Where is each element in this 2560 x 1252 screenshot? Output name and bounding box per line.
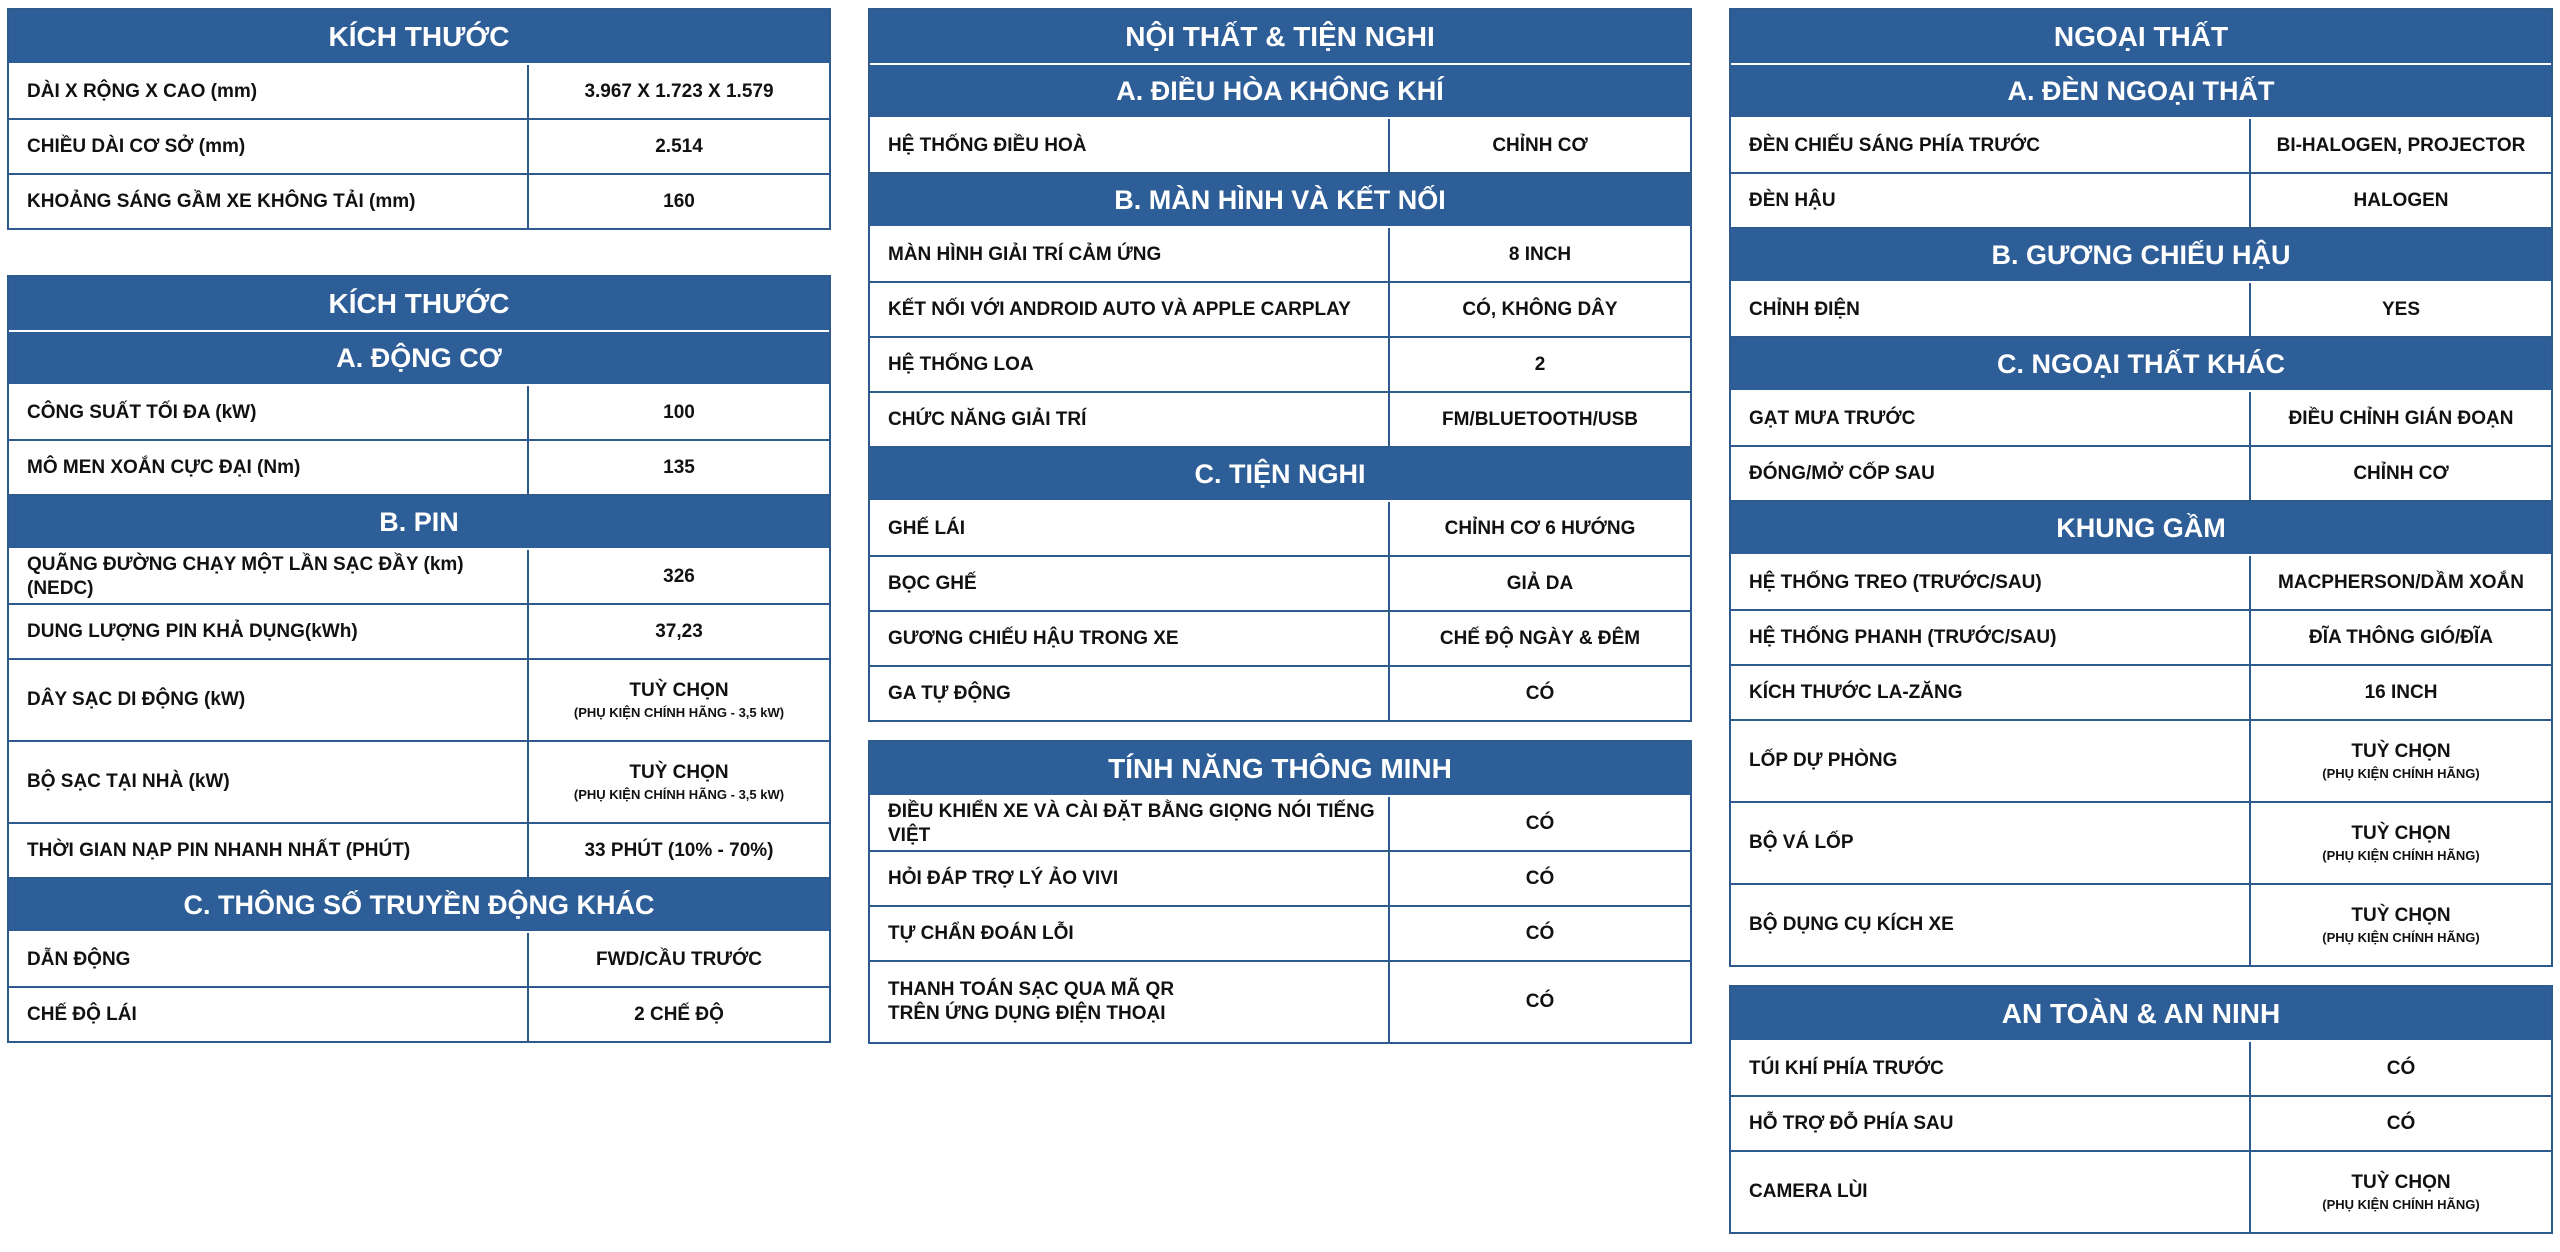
spec-value: CHẾ ĐỘ NGÀY & ĐÊM bbox=[1439, 627, 1641, 649]
spec-row bbox=[870, 283, 1690, 338]
spec-value-cell bbox=[2251, 1097, 2551, 1150]
spec-label: HỆ THỐNG PHANH (TRƯỚC/SAU) bbox=[1731, 611, 2251, 664]
spec-row bbox=[870, 338, 1690, 393]
spec-value: CHỈNH CƠ bbox=[1492, 134, 1588, 156]
spec-value: 2 CHẾ ĐỘ bbox=[634, 1003, 724, 1025]
spec-row bbox=[1731, 392, 2551, 447]
spec-value: TUỲ CHỌN bbox=[629, 680, 729, 701]
spec-label: HỆ THỐNG ĐIỀU HOÀ bbox=[870, 119, 1390, 172]
section-rows bbox=[9, 550, 829, 879]
spec-label: CHỈNH ĐIỆN bbox=[1731, 283, 2251, 336]
spec-value: CÓ bbox=[2386, 1112, 2416, 1134]
spec-row bbox=[9, 742, 829, 824]
spec-value-cell bbox=[1390, 393, 1690, 446]
section-rows bbox=[870, 119, 1690, 174]
spec-value-cell bbox=[529, 933, 829, 986]
spec-label: BỘ VÁ LỐP bbox=[1731, 803, 2251, 883]
spec-row bbox=[9, 550, 829, 605]
spec-label: DẪN ĐỘNG bbox=[9, 933, 529, 986]
spec-value-cell bbox=[1390, 119, 1690, 172]
spec-value-cell bbox=[529, 65, 829, 118]
spec-row bbox=[1731, 611, 2551, 666]
spec-value-cell bbox=[2251, 1042, 2551, 1095]
spec-value-cell bbox=[2251, 283, 2551, 336]
spec-label: GẠT MƯA TRƯỚC bbox=[1731, 392, 2251, 445]
spec-value-cell bbox=[1390, 283, 1690, 336]
spec-value: TUỲ CHỌN bbox=[2351, 905, 2451, 926]
spec-row bbox=[870, 962, 1690, 1042]
section-subtitle: KHUNG GẦM bbox=[1731, 502, 2551, 556]
spec-value: TUỲ CHỌN bbox=[2351, 823, 2451, 844]
column-exterior-safety bbox=[1729, 8, 2553, 1252]
spec-label: DÂY SẠC DI ĐỘNG (kW) bbox=[9, 660, 529, 740]
spec-label: HỆ THỐNG TREO (TRƯỚC/SAU) bbox=[1731, 556, 2251, 609]
spec-row bbox=[1731, 283, 2551, 336]
section-rows bbox=[1731, 392, 2551, 502]
spec-value-cell bbox=[529, 605, 829, 658]
spec-label: BỘ DỤNG CỤ KÍCH XE bbox=[1731, 885, 2251, 965]
table-title: AN TOÀN & AN NINH bbox=[1731, 987, 2551, 1042]
spec-label: BỌC GHẾ bbox=[870, 557, 1390, 610]
spec-value: 135 bbox=[663, 456, 695, 478]
spec-label: ĐIỀU KHIỂN XE VÀ CÀI ĐẶT BẰNG GIỌNG NÓI TIẾNG VIỆT bbox=[870, 797, 1390, 850]
spec-value-cell bbox=[529, 175, 829, 228]
spec-row bbox=[9, 824, 829, 877]
spec-note: (PHỤ KIỆN CHÍNH HÃNG - 3,5 kW) bbox=[573, 787, 785, 802]
spec-row bbox=[870, 797, 1690, 852]
spec-table bbox=[7, 8, 831, 230]
spec-label: LỐP DỰ PHÒNG bbox=[1731, 721, 2251, 801]
spec-row bbox=[1731, 803, 2551, 885]
spec-row bbox=[870, 852, 1690, 907]
spec-label: KÍCH THƯỚC LA-ZĂNG bbox=[1731, 666, 2251, 719]
section-rows bbox=[9, 933, 829, 1041]
section-subtitle: C. TIỆN NGHI bbox=[870, 448, 1690, 502]
spec-row bbox=[1731, 447, 2551, 500]
spec-row bbox=[1731, 174, 2551, 227]
spec-value-cell bbox=[529, 120, 829, 173]
spec-value-cell bbox=[1390, 557, 1690, 610]
spec-row bbox=[1731, 1152, 2551, 1232]
spec-value-cell bbox=[1390, 338, 1690, 391]
spec-label: CHẾ ĐỘ LÁI bbox=[9, 988, 529, 1041]
section-rows bbox=[1731, 1042, 2551, 1232]
section-rows bbox=[9, 65, 829, 228]
spec-value: 8 INCH bbox=[1508, 243, 1572, 265]
spec-value-cell bbox=[1390, 667, 1690, 720]
spec-row bbox=[9, 933, 829, 988]
table-title: TÍNH NĂNG THÔNG MINH bbox=[870, 742, 1690, 797]
spec-label: QUÃNG ĐƯỜNG CHẠY MỘT LẦN SẠC ĐẦY (km) (NEDC) bbox=[9, 550, 529, 603]
spec-value-cell bbox=[2251, 174, 2551, 227]
spec-row bbox=[1731, 1042, 2551, 1097]
spec-value: TUỲ CHỌN bbox=[2351, 1172, 2451, 1193]
section-rows bbox=[870, 502, 1690, 720]
spec-value-cell bbox=[529, 660, 829, 740]
section-subtitle: B. GƯƠNG CHIẾU HẬU bbox=[1731, 229, 2551, 283]
spec-row bbox=[1731, 119, 2551, 174]
spec-value-cell bbox=[2251, 721, 2551, 801]
spec-row bbox=[870, 612, 1690, 667]
spec-value-cell bbox=[2251, 611, 2551, 664]
spec-row bbox=[870, 393, 1690, 446]
spec-row bbox=[870, 667, 1690, 720]
section-rows bbox=[1731, 283, 2551, 338]
section-subtitle: A. ĐIỀU HÒA KHÔNG KHÍ bbox=[870, 65, 1690, 119]
spec-table bbox=[7, 275, 831, 1043]
spec-label: DUNG LƯỢNG PIN KHẢ DỤNG(kWh) bbox=[9, 605, 529, 658]
spec-row bbox=[870, 228, 1690, 283]
section-subtitle: A. ĐỘNG CƠ bbox=[9, 332, 829, 386]
spec-value: 37,23 bbox=[655, 620, 703, 642]
spec-value: CÓ bbox=[1525, 991, 1555, 1012]
spec-value-cell bbox=[2251, 666, 2551, 719]
spec-label: MÔ MEN XOẮN CỰC ĐẠI (Nm) bbox=[9, 441, 529, 494]
spec-label: CÔNG SUẤT TỐI ĐA (kW) bbox=[9, 386, 529, 439]
spec-value: 16 INCH bbox=[2364, 681, 2438, 703]
spec-note: (PHỤ KIỆN CHÍNH HÃNG) bbox=[2322, 1197, 2480, 1212]
table-title: NGOẠI THẤT bbox=[1731, 10, 2551, 65]
spec-value-cell bbox=[1390, 907, 1690, 960]
spec-label: GA TỰ ĐỘNG bbox=[870, 667, 1390, 720]
spec-value: HALOGEN bbox=[2353, 189, 2449, 211]
spec-label: CHỨC NĂNG GIẢI TRÍ bbox=[870, 393, 1390, 446]
spec-label: CHIỀU DÀI CƠ SỞ (mm) bbox=[9, 120, 529, 173]
spec-value: 2.514 bbox=[655, 135, 703, 157]
spec-row bbox=[9, 175, 829, 228]
section-rows bbox=[870, 228, 1690, 448]
spec-label: ĐÈN CHIẾU SÁNG PHÍA TRƯỚC bbox=[1731, 119, 2251, 172]
spec-value: CÓ bbox=[2386, 1057, 2416, 1079]
spec-value: CÓ bbox=[1525, 812, 1555, 834]
spec-value-cell bbox=[1390, 228, 1690, 281]
spec-value-cell bbox=[2251, 885, 2551, 965]
spec-value-cell bbox=[529, 742, 829, 822]
spec-note: (PHỤ KIỆN CHÍNH HÃNG) bbox=[2322, 930, 2480, 945]
spec-value: 160 bbox=[663, 190, 695, 212]
spec-label: THỜI GIAN NẠP PIN NHANH NHẤT (PHÚT) bbox=[9, 824, 529, 877]
spec-label: MÀN HÌNH GIẢI TRÍ CẢM ỨNG bbox=[870, 228, 1390, 281]
spec-value: FWD/CẦU TRƯỚC bbox=[596, 948, 762, 970]
spec-label: CAMERA LÙI bbox=[1731, 1152, 2251, 1232]
spec-label: KẾT NỐI VỚI ANDROID AUTO VÀ APPLE CARPLAY bbox=[870, 283, 1390, 336]
spec-value: 33 PHÚT (10% - 70%) bbox=[584, 839, 774, 861]
spec-value: FM/BLUETOOTH/USB bbox=[1442, 408, 1638, 430]
spec-value: 100 bbox=[663, 401, 695, 423]
section-subtitle: C. NGOẠI THẤT KHÁC bbox=[1731, 338, 2551, 392]
spec-row bbox=[9, 441, 829, 494]
spec-label: GƯƠNG CHIẾU HẬU TRONG XE bbox=[870, 612, 1390, 665]
spec-note: (PHỤ KIỆN CHÍNH HÃNG) bbox=[2322, 766, 2480, 781]
spec-value-cell bbox=[529, 550, 829, 603]
spec-value: GIẢ DA bbox=[1506, 572, 1574, 594]
section-rows bbox=[9, 386, 829, 496]
spec-value-cell bbox=[1390, 797, 1690, 850]
spec-label: KHOẢNG SÁNG GẦM XE KHÔNG TẢI (mm) bbox=[9, 175, 529, 228]
spec-label: HỎI ĐÁP TRỢ LÝ ẢO VIVI bbox=[870, 852, 1390, 905]
spec-value-cell bbox=[1390, 502, 1690, 555]
section-subtitle: B. MÀN HÌNH VÀ KẾT NỐI bbox=[870, 174, 1690, 228]
spec-row bbox=[870, 907, 1690, 962]
section-rows bbox=[870, 797, 1690, 1042]
spec-value-cell bbox=[529, 386, 829, 439]
spec-label: ĐÓNG/MỞ CỐP SAU bbox=[1731, 447, 2251, 500]
spec-value: CÓ bbox=[1525, 682, 1555, 704]
spec-value-cell bbox=[529, 441, 829, 494]
spec-value-cell bbox=[2251, 447, 2551, 500]
spec-label: BỘ SẠC TẠI NHÀ (kW) bbox=[9, 742, 529, 822]
spec-value: TUỲ CHỌN bbox=[2351, 741, 2451, 762]
spec-label: THANH TOÁN SẠC QUA MÃ QR TRÊN ỨNG DỤNG ĐIỆN THOẠI bbox=[870, 962, 1390, 1042]
spec-value-cell bbox=[2251, 1152, 2551, 1232]
spec-note: (PHỤ KIỆN CHÍNH HÃNG) bbox=[2322, 848, 2480, 863]
spec-label: HỆ THỐNG LOA bbox=[870, 338, 1390, 391]
spec-value-cell bbox=[2251, 556, 2551, 609]
spec-table bbox=[868, 8, 1692, 722]
spec-value: 3.967 X 1.723 X 1.579 bbox=[584, 80, 774, 102]
spec-row bbox=[1731, 885, 2551, 965]
spec-row bbox=[9, 120, 829, 175]
spec-row bbox=[1731, 1097, 2551, 1152]
section-subtitle: C. THÔNG SỐ TRUYỀN ĐỘNG KHÁC bbox=[9, 879, 829, 933]
section-subtitle: B. PIN bbox=[9, 496, 829, 550]
spec-value-cell bbox=[529, 824, 829, 877]
spec-value-cell bbox=[2251, 392, 2551, 445]
spec-row bbox=[870, 502, 1690, 557]
spec-value: TUỲ CHỌN bbox=[629, 762, 729, 783]
spec-label: TÚI KHÍ PHÍA TRƯỚC bbox=[1731, 1042, 2251, 1095]
spec-label: ĐÈN HẬU bbox=[1731, 174, 2251, 227]
section-rows bbox=[1731, 556, 2551, 965]
table-title: KÍCH THƯỚC bbox=[9, 10, 829, 65]
spec-label: TỰ CHẨN ĐOÁN LỖI bbox=[870, 907, 1390, 960]
spec-value: 2 bbox=[1534, 353, 1546, 375]
spec-value: CÓ bbox=[1525, 867, 1555, 889]
spec-label: DÀI X RỘNG X CAO (mm) bbox=[9, 65, 529, 118]
section-subtitle: A. ĐÈN NGOẠI THẤT bbox=[1731, 65, 2551, 119]
spec-value-cell bbox=[1390, 612, 1690, 665]
spec-value: CHỈNH CƠ bbox=[2353, 462, 2449, 484]
spec-row bbox=[9, 65, 829, 120]
spec-value: CÓ bbox=[1525, 922, 1555, 944]
column-dimensions-powertrain bbox=[7, 8, 831, 1088]
spec-value: CHỈNH CƠ 6 HƯỚNG bbox=[1444, 517, 1636, 539]
spec-row bbox=[1731, 556, 2551, 611]
column-interior-smart bbox=[868, 8, 1692, 1062]
spec-value-cell bbox=[529, 988, 829, 1041]
spec-row bbox=[1731, 666, 2551, 721]
spec-table bbox=[1729, 985, 2553, 1234]
spec-row bbox=[9, 660, 829, 742]
spec-label: GHẾ LÁI bbox=[870, 502, 1390, 555]
spec-value: CÓ, KHÔNG DÂY bbox=[1462, 298, 1618, 320]
spec-value-cell bbox=[1390, 962, 1690, 1042]
table-title: KÍCH THƯỚC bbox=[9, 277, 829, 332]
spec-row bbox=[870, 119, 1690, 172]
spec-value-cell bbox=[2251, 803, 2551, 883]
spec-row bbox=[9, 605, 829, 660]
spec-value: 326 bbox=[663, 565, 695, 587]
spec-value: MACPHERSON/DẦM XOẮN bbox=[2278, 571, 2524, 593]
spec-value: ĐIỀU CHỈNH GIÁN ĐOẠN bbox=[2288, 407, 2514, 429]
spec-table bbox=[1729, 8, 2553, 967]
spec-value: BI-HALOGEN, PROJECTOR bbox=[2276, 134, 2526, 156]
spec-table bbox=[868, 740, 1692, 1044]
spec-row bbox=[9, 988, 829, 1041]
spec-value: YES bbox=[2381, 298, 2421, 320]
spec-label: HỖ TRỢ ĐỖ PHÍA SAU bbox=[1731, 1097, 2251, 1150]
spec-value-cell bbox=[1390, 852, 1690, 905]
spec-row bbox=[1731, 721, 2551, 803]
spec-value: ĐĨA THÔNG GIÓ/ĐĨA bbox=[2308, 626, 2494, 648]
spec-row bbox=[870, 557, 1690, 612]
section-rows bbox=[1731, 119, 2551, 229]
table-title: NỘI THẤT & TIỆN NGHI bbox=[870, 10, 1690, 65]
spec-note: (PHỤ KIỆN CHÍNH HÃNG - 3,5 kW) bbox=[573, 705, 785, 720]
spec-value-cell bbox=[2251, 119, 2551, 172]
spec-row bbox=[9, 386, 829, 441]
